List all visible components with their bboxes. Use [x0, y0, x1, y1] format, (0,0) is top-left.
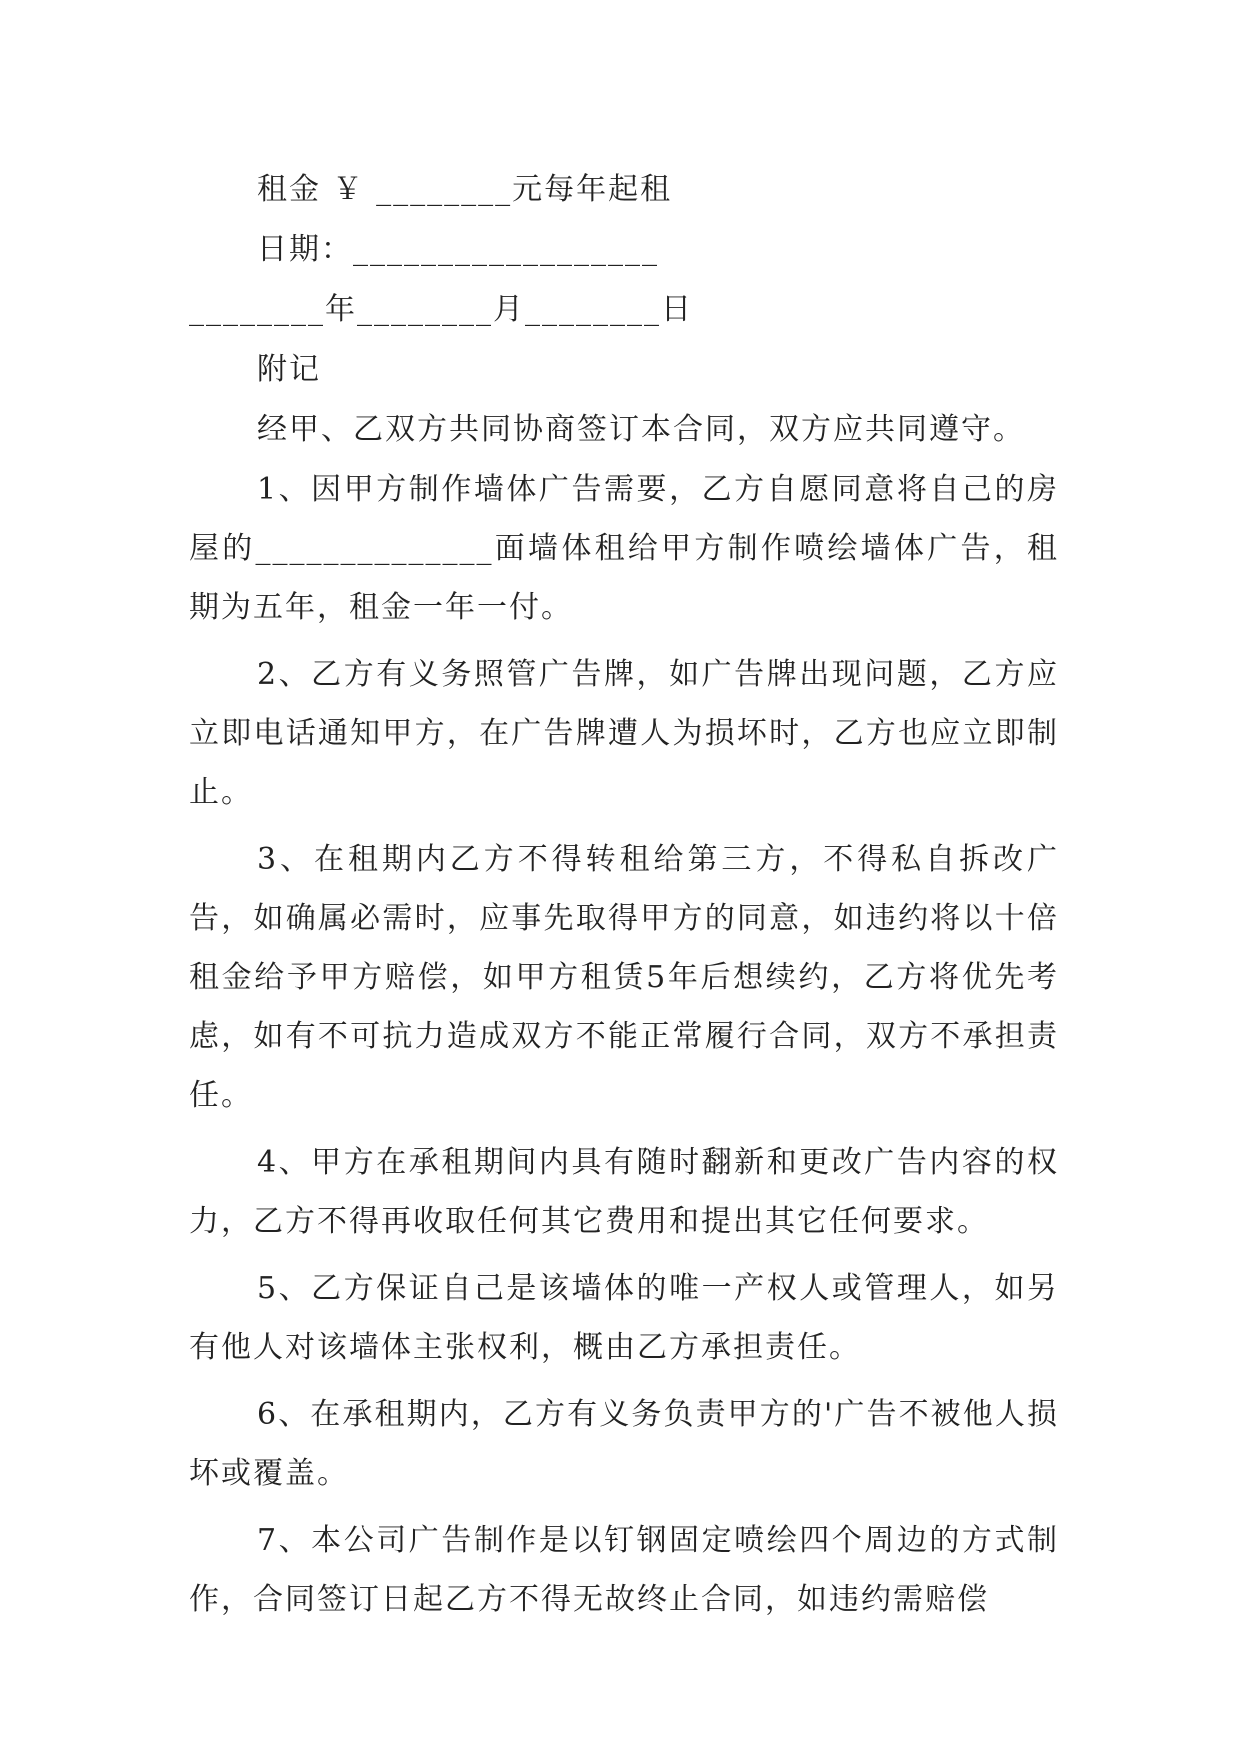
clause-3: 3、在租期内乙方不得转租给第三方，不得私自拆改广告，如确属必需时，应事先取得甲方的同意，如违约将以十倍租金给予甲方赔偿，如甲方租赁5年后想续约，乙方将优先考虑，如有不可抗力造成双方不能正常履行合同，双方不承担责任。 — [189, 842, 1059, 1113]
appendix-heading: 附记 — [257, 352, 321, 387]
rent-line: 租金 ￥ ________元每年起租 — [257, 172, 673, 207]
document-body — [189, 160, 1059, 1629]
clause-1: 1、因甲方制作墙体广告需要，乙方自愿同意将自己的房屋的______________面墙体租给甲方制作喷绘墙体广告，租期为五年，租金一年一付。 — [189, 472, 1059, 625]
date-blank-line: ________年________月________日 — [189, 292, 693, 327]
clause-2: 2、乙方有义务照管广告牌，如广告牌出现问题，乙方应立即电话通知甲方，在广告牌遭人为损坏时，乙方也应立即制止。 — [189, 657, 1059, 810]
agreement-intro: 经甲、乙双方共同协商签订本合同，双方应共同遵守。 — [257, 412, 1025, 447]
clause-5: 5、乙方保证自己是该墙体的唯一产权人或管理人，如另有他人对该墙体主张权利，概由乙方承担责任。 — [189, 1271, 1059, 1365]
clause-4: 4、甲方在承租期间内具有随时翻新和更改广告内容的权力，乙方不得再收取任何其它费用和提出其它任何要求。 — [189, 1145, 1059, 1239]
clause-6: 6、在承租期内，乙方有义务负责甲方的'广告不被他人损坏或覆盖。 — [189, 1397, 1059, 1491]
date-label-line: 日期：__________________ — [257, 232, 659, 267]
clause-7: 7、本公司广告制作是以钉钢固定喷绘四个周边的方式制作，合同签订日起乙方不得无故终止合同，如违约需赔偿 — [189, 1523, 1059, 1617]
